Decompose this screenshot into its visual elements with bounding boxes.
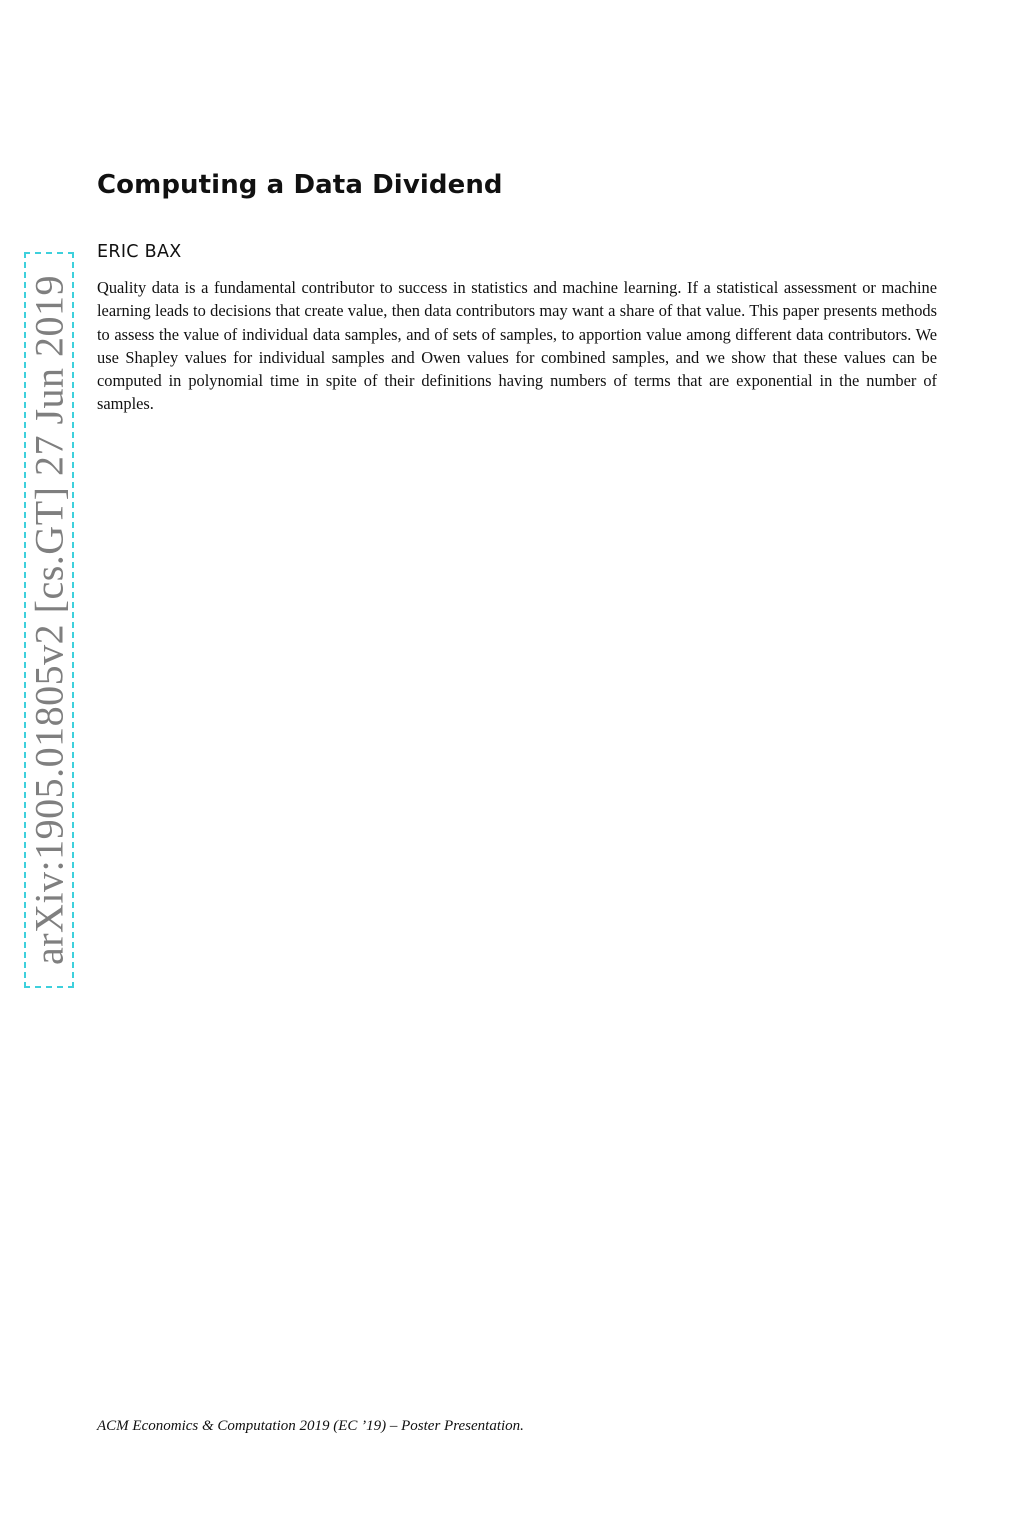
author-name: ERIC BAX — [97, 242, 182, 262]
abstract-text: Quality data is a fundamental contributor to success in statistics and machine learning. If a statistical assessment or machine learning leads to decisions that create value, then data contributors may want a share of that value. This paper presents methods to assess the value of individual data samples, and of sets of samples, to apportion value among different data contributors. We use Shapley values for individual samples and Owen values for combined samples, and we show that these values can be computed in polynomial time in spite of their definitions having numbers of terms that are exponential in the number of samples. — [97, 278, 937, 414]
arxiv-identifier: arXiv:1905.01805v2 [cs.GT] 27 Jun 2019 — [26, 274, 72, 966]
venue-footer: ACM Economics & Computation 2019 (EC ’19) – Poster Presentation. — [97, 1418, 524, 1434]
paper-title: Computing a Data Dividend — [97, 170, 503, 200]
